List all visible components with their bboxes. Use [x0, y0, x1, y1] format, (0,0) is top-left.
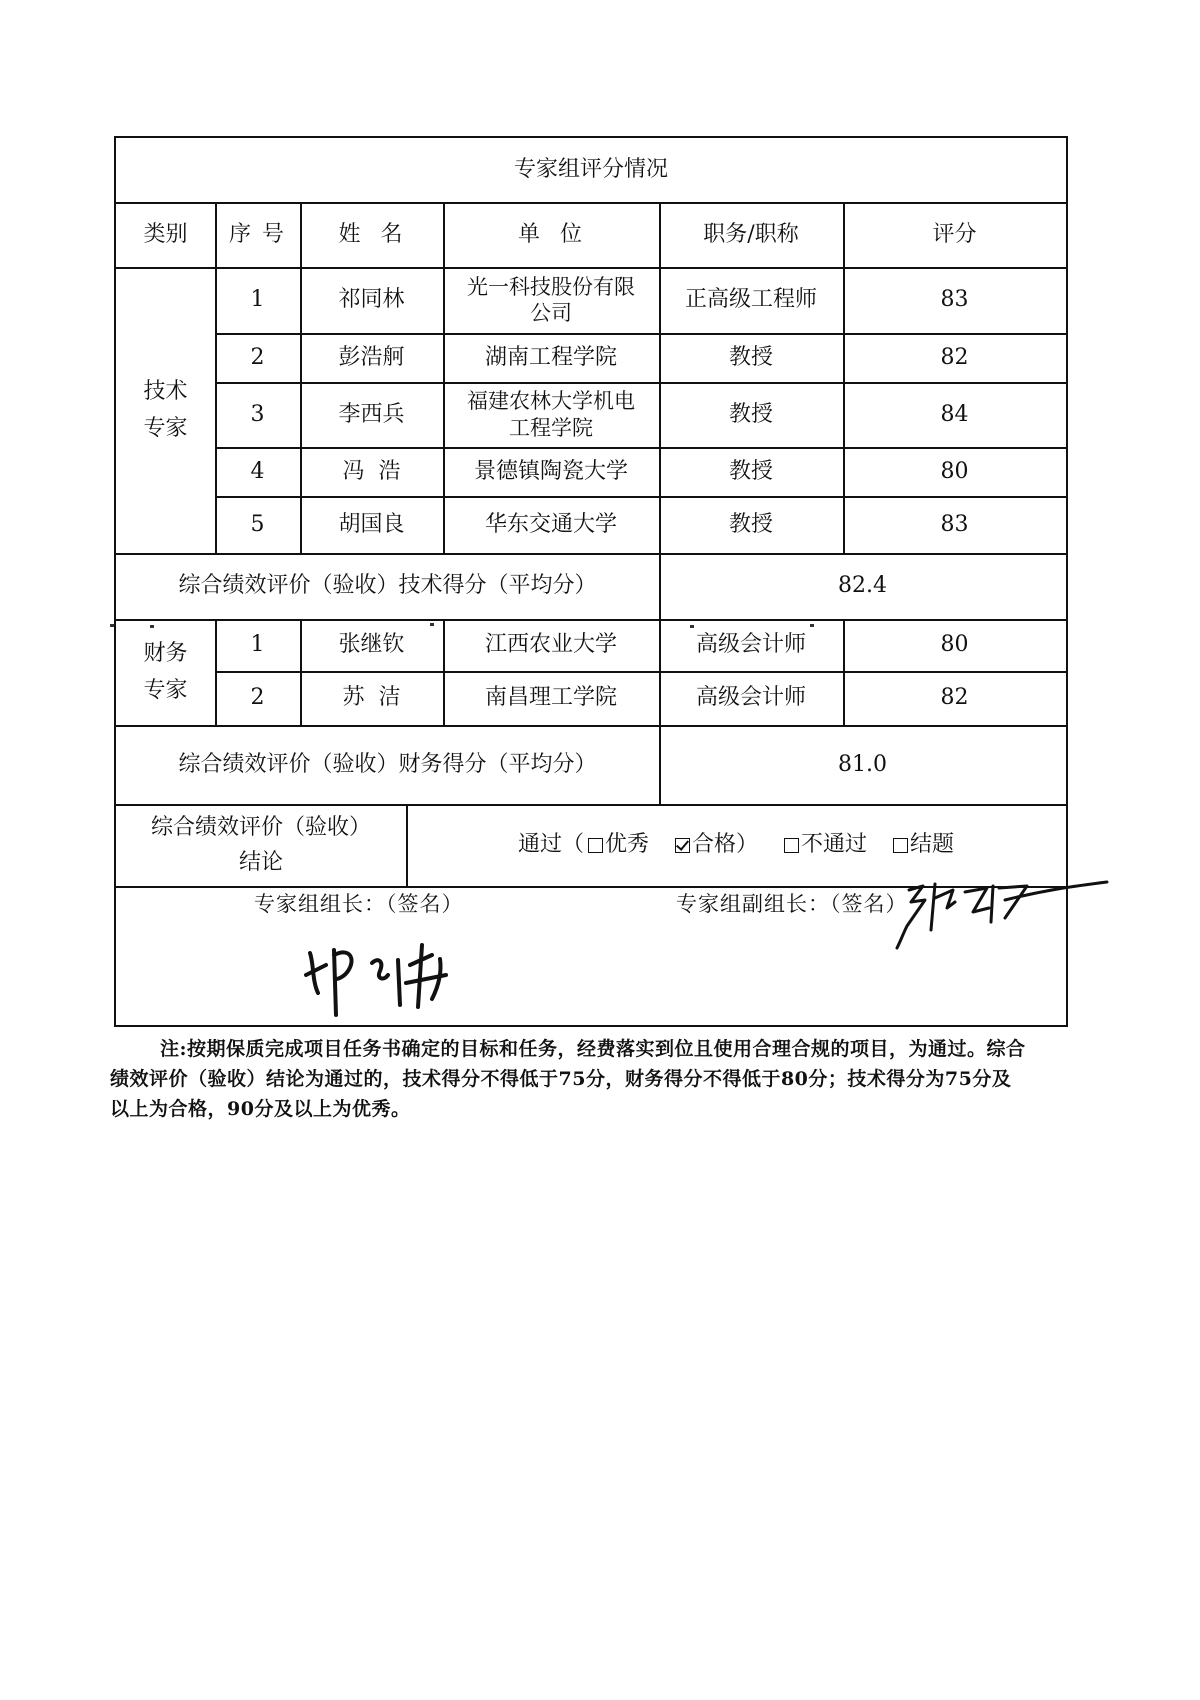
table-row-position: 教授	[728, 458, 773, 484]
leader-signature-label: 专家组组长：（签名）	[254, 892, 464, 916]
table-row-unit: 湖南工程学院	[484, 344, 617, 370]
table-row-index: 1	[250, 287, 265, 313]
table-row-index: 2	[250, 685, 265, 711]
conclusion-prefix: 通过（	[517, 832, 584, 858]
table-row-unit: 南昌理工学院	[484, 685, 617, 711]
conclusion-options	[406, 804, 1066, 886]
footnote-text: 注:按期保质完成项目任务书确定的目标和任务，经费落实到位且使用合理合规的项目，为通过。综合绩效评价（验收）结论为通过的，技术得分不得低于75分，财务得分不得低于80分；技术得分为75分及以上为合格，90分及以上为优秀。	[110, 1038, 1026, 1120]
option-excellent-checkbox[interactable]	[588, 838, 603, 853]
table-title: 专家组评分情况	[513, 157, 668, 183]
table-row-name: 李西兵	[338, 401, 405, 427]
header-position: 职务/职称	[703, 221, 799, 247]
table-row-name: 胡国良	[338, 511, 405, 537]
technical-average-label: 综合绩效评价（验收）技术得分（平均分）	[178, 573, 597, 599]
option-closure-checkbox[interactable]	[893, 838, 908, 853]
table-row-name: 苏 洁	[342, 685, 401, 711]
table-row-name: 彭浩舸	[338, 344, 405, 370]
conclusion-label: 综合绩效评价（验收） 结论	[150, 814, 371, 875]
table-row-index: 5	[250, 511, 265, 537]
table-row-name: 张继钦	[338, 632, 405, 658]
header-index: 序 号	[229, 221, 286, 247]
deputy-signature-label: 专家组副组长：（签名）	[676, 892, 908, 916]
table-row-score: 80	[940, 632, 969, 658]
table-row-score: 80	[940, 458, 969, 484]
table-row-name: 冯 浩	[342, 458, 401, 484]
footnote	[110, 1034, 1030, 1124]
header-score: 评分	[932, 221, 977, 247]
leader-signature	[300, 935, 500, 1025]
table-row-unit: 景德镇陶瓷大学	[473, 458, 628, 484]
technical-average-value: 82.4	[838, 573, 887, 599]
table-row-unit: 光一科技股份有限 公司	[467, 274, 635, 325]
table-row-position: 高级会计师	[695, 685, 806, 711]
option-fail-checkbox[interactable]	[784, 838, 799, 853]
table-row-index: 4	[250, 458, 265, 484]
table-row-position: 教授	[728, 344, 773, 370]
table-row-name: 祁同林	[338, 287, 405, 313]
table-row-unit: 福建农林大学机电 工程学院	[467, 389, 635, 440]
finance-category: 财务 专家	[143, 640, 188, 703]
table-row-position: 教授	[728, 401, 773, 427]
finance-average-label: 综合绩效评价（验收）财务得分（平均分）	[178, 751, 597, 777]
technical-category: 技术 专家	[143, 378, 188, 441]
table-row-position: 高级会计师	[695, 632, 806, 658]
table-row-index: 1	[250, 632, 265, 658]
table-row-index: 3	[250, 401, 265, 427]
table-row-score: 82	[940, 685, 969, 711]
table-row-unit: 江西农业大学	[484, 632, 617, 658]
option-qualified-label: 合格）	[691, 832, 758, 858]
option-closure-label: 结题	[910, 832, 955, 858]
scan-speck	[430, 623, 434, 626]
header-unit: 单 位	[518, 221, 584, 247]
scan-speck	[150, 625, 154, 628]
option-qualified-checkbox[interactable]	[675, 838, 690, 853]
table-row-score: 83	[940, 511, 969, 537]
table-row-unit: 华东交通大学	[484, 511, 617, 537]
table-row-position: 教授	[728, 511, 773, 537]
header-category: 类别	[143, 221, 188, 247]
scan-speck	[810, 624, 814, 627]
header-name: 姓 名	[338, 221, 405, 247]
table-row-score: 82	[940, 344, 969, 370]
finance-average-value: 81.0	[838, 751, 887, 777]
scan-speck	[690, 625, 694, 628]
table-row-score: 84	[940, 401, 969, 427]
scan-speck	[110, 624, 114, 627]
table-row-position: 正高级工程师	[684, 287, 817, 313]
option-excellent-label: 优秀	[604, 832, 649, 858]
table-row-index: 2	[250, 344, 265, 370]
option-fail-label: 不通过	[801, 832, 868, 858]
table-row-score: 83	[940, 287, 969, 313]
deputy-signature	[895, 878, 1110, 958]
